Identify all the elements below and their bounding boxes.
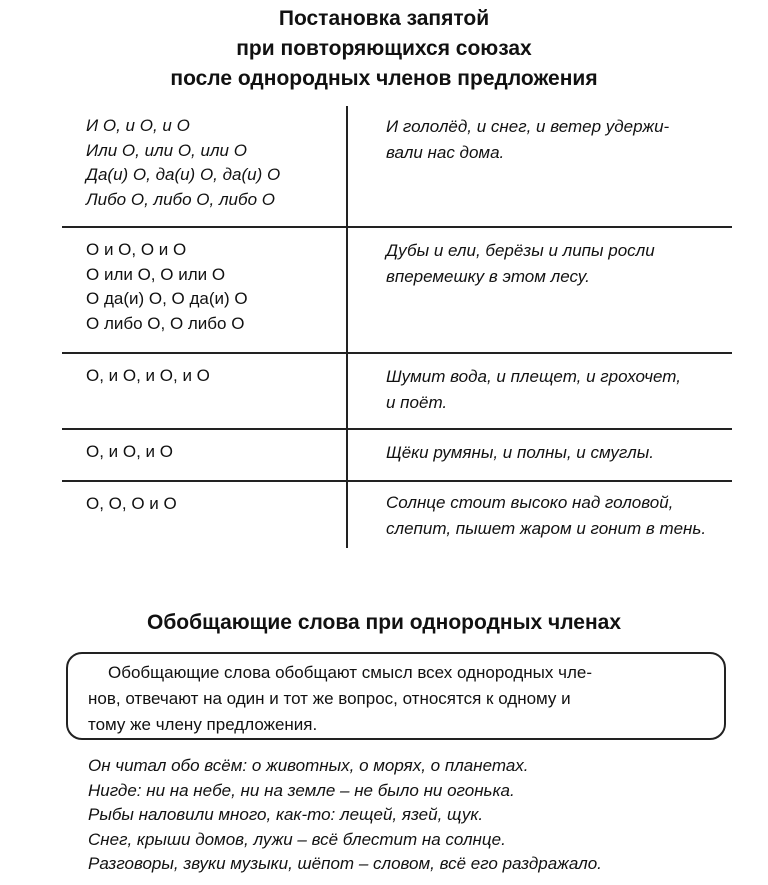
column-divider [346,430,348,480]
table-row [62,482,732,548]
scheme-line: О, О, О и О [86,494,177,513]
example-line: И гололёд, и снег, и ветер удержи- [386,117,670,136]
example-line: Шумит вода, и плещет, и грохочет, [386,367,681,386]
example-line: Дубы и ели, берёзы и липы росли [386,241,655,260]
title-line: после однородных членов предложения [170,67,598,90]
rule-line: нов, отвечают на один и тот же вопрос, относятся к одному и [88,689,571,708]
scheme-line: О либо О, О либо О [86,313,245,333]
example-line: и поёт. [386,393,448,412]
scheme-line: О да(и) О, О да(и) О [86,289,248,308]
column-divider [346,354,348,428]
column-divider [346,106,348,226]
example-sentence: Снег, крыши домов, лужи – всё блестит на солнце. [88,829,506,849]
scheme-line: Либо О, либо О, либо О [86,189,275,209]
example-line: вперемешку в этом лесу. [386,267,590,286]
title-line: Постановка запятой [278,7,490,30]
examples-list [88,754,602,877]
scheme-line: И О, и О, и О [86,116,190,135]
scheme-cell [86,364,210,389]
table-row [62,430,732,482]
example-line: вали нас дома. [386,143,505,162]
rule-line: Обобщающие слова обобщают смысл всех однородных чле- [108,663,593,682]
example-cell [386,114,732,166]
section-title: Обобщающие слова при однородных членах [146,611,622,634]
table-row [62,106,732,228]
scheme-cell [86,114,280,212]
example-sentence: Он читал обо всём: о животных, о морях, о планетах. [88,756,529,775]
punctuation-table [62,106,732,548]
example-cell [386,440,732,466]
scheme-line: О, и О, и О, и О [86,366,210,385]
scheme-cell [86,492,177,517]
example-sentence: Разговоры, звуки музыки, шёпот – словом, всё его раздражало. [88,854,602,873]
example-sentence: Рыбы наловили много, как-то: лещей, язей, щук. [88,805,484,824]
title-line: при повторяющихся союзах [236,37,532,60]
example-cell [386,238,732,290]
example-cell [386,490,732,542]
scheme-cell [86,440,173,465]
example-cell [386,364,732,416]
table-row [62,354,732,430]
column-divider [346,228,348,352]
rule-line: тому же члену предложения. [88,715,318,734]
table-row [62,228,732,354]
example-line: Солнце стоит высоко над головой, [386,493,674,512]
scheme-line: О, и О, и О [86,442,174,461]
rule-box [66,652,726,740]
example-line: Щёки румяны, и полны, и смуглы. [386,443,654,462]
scheme-line: О или О, О или О [86,264,226,284]
scheme-cell [86,238,248,336]
example-sentence: Нигде: ни на небе, ни на земле – не было ни огонька. [88,780,515,800]
scheme-line: Да(и) О, да(и) О, да(и) О [86,165,281,184]
scheme-line: Или О, или О, или О [86,140,247,160]
page-title [0,4,768,94]
example-line: слепит, пышет жаром и гонит в тень. [386,519,707,538]
column-divider [346,482,348,548]
scheme-line: О и О, О и О [86,240,187,259]
